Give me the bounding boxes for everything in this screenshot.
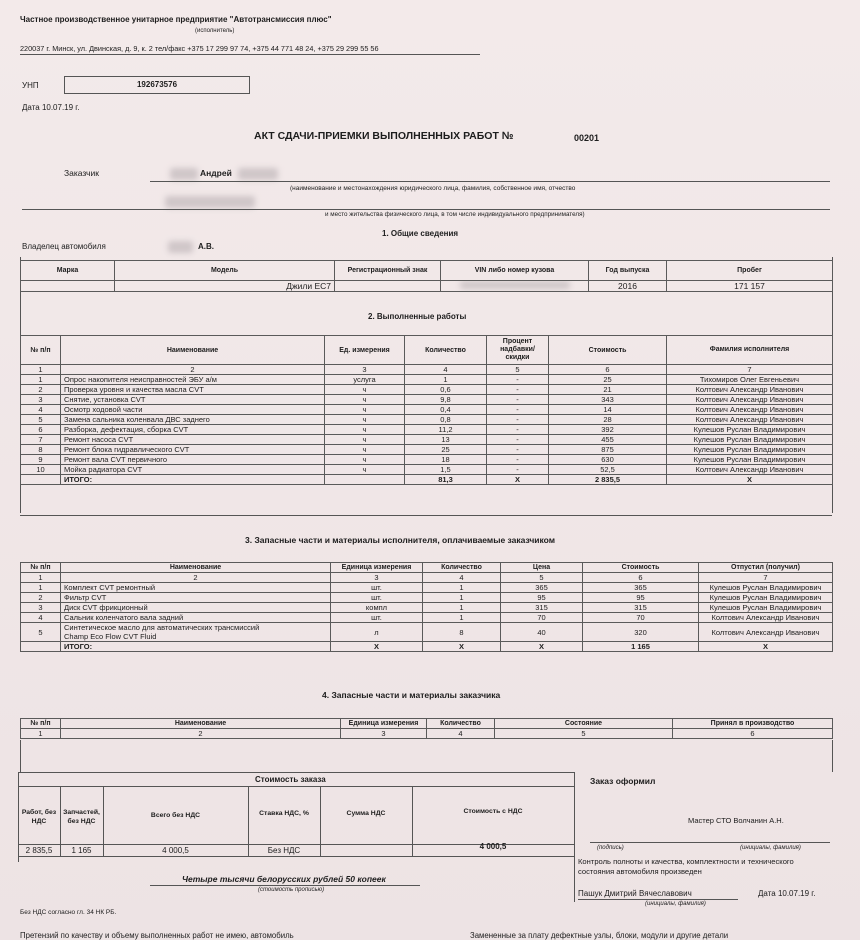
cell-released: Х (699, 642, 833, 652)
cell-num (21, 475, 61, 485)
cell-qty: 1 (423, 583, 501, 593)
cell-num: 3 (21, 395, 61, 405)
cell-unit: ч (325, 465, 405, 475)
cell-name: Ремонт вала CVT первичного (61, 455, 325, 465)
cost-top (18, 772, 574, 773)
works-total-row (21, 475, 833, 485)
cell-percent: - (487, 455, 549, 465)
cell-released: Колтович Александр Иванович (699, 613, 833, 623)
cell-unit: л (331, 623, 423, 642)
cell-num: 1 (21, 365, 61, 375)
cell-name: 2 (61, 573, 331, 583)
col-model: Модель (115, 261, 335, 281)
cost-v-parts: 1 165 (71, 846, 92, 855)
cell-unit: ч (325, 435, 405, 445)
header-date: Дата 10.07.19 г. (22, 103, 80, 112)
works-row (21, 445, 833, 455)
idx-3: 3 (341, 729, 427, 739)
cell-cost: 52,5 (549, 465, 667, 475)
cell-qty: 1 (405, 375, 487, 385)
works-row (21, 425, 833, 435)
address-underline (20, 54, 480, 55)
col-mileage: Пробег (667, 261, 833, 281)
cell-num: 9 (21, 455, 61, 465)
redacted-surname (170, 168, 198, 180)
cell-qty: 1 (423, 593, 501, 603)
redacted-patronymic (238, 168, 278, 180)
cell-name: ИТОГО: (61, 475, 325, 485)
cell-qty: 4 (405, 365, 487, 375)
cell-percent: - (487, 385, 549, 395)
cell-unit: шт. (331, 583, 423, 593)
col-unit: Ед. измерения (325, 336, 405, 365)
cell-unit: ч (325, 385, 405, 395)
col-qty: Количество (405, 336, 487, 365)
cell-executor: Кулешов Руслан Владимирович (667, 425, 833, 435)
col-num: № п/п (21, 719, 61, 729)
cell-cost: 14 (549, 405, 667, 415)
cell-cost: 28 (549, 415, 667, 425)
col-num: № п/п (21, 336, 61, 365)
cell-name (61, 623, 331, 642)
redacted-address (165, 196, 255, 208)
cost-v-works: 2 835,5 (25, 846, 53, 855)
sign-note: (подпись) (597, 845, 624, 851)
cell-reg (335, 281, 441, 292)
cell-qty: 13 (405, 435, 487, 445)
cell-cost: 455 (549, 435, 667, 445)
cell-unit: компл (331, 603, 423, 613)
cell-unit: ч (325, 405, 405, 415)
cell-qty: 18 (405, 455, 487, 465)
redacted-vin (460, 281, 570, 289)
cell-name-line-2: Champ Eco Flow CVT Fluid (64, 632, 157, 641)
cell-unit: ч (325, 415, 405, 425)
control-text: Контроль полноты и качества, комплектности и технического состояния автомобиля произведен (578, 857, 794, 876)
controller-line (578, 899, 738, 900)
cell-released: Кулешов Руслан Владимирович (699, 603, 833, 613)
cost-words-note: (стоимость прописью) (258, 887, 325, 893)
customer-note-1: (наименование и местонахождения юридического лица, фамилия, собственное имя, отчество (290, 185, 576, 192)
parts-row (21, 603, 833, 613)
cell-cost: 95 (583, 593, 699, 603)
cell-num: 5 (21, 415, 61, 425)
cell-qty: 0,8 (405, 415, 487, 425)
cell-qty: 4 (423, 573, 501, 583)
section2-title: 2. Выполненные работы (368, 312, 467, 321)
cell-percent: - (487, 435, 549, 445)
cell-num: 1 (21, 573, 61, 583)
cell-name: Сальник коленчатого вала задний (61, 613, 331, 623)
col-vin: VIN либо номер кузова (441, 261, 589, 281)
cell-percent: - (487, 425, 549, 435)
cost-right (574, 772, 575, 902)
col-cost: Стоимость (549, 336, 667, 365)
cell-num: 5 (21, 623, 61, 642)
section4-title: 4. Запасные части и материалы заказчика (322, 690, 501, 700)
parts-index-row (21, 573, 833, 583)
cell-year: 2016 (589, 281, 667, 292)
col-unit: Единица измерения (341, 719, 427, 729)
cell-executor: Колтович Александр Иванович (667, 385, 833, 395)
cell-unit: ч (325, 425, 405, 435)
idx-6: 6 (673, 729, 833, 739)
cell-executor: Тихомиров Олег Евгеньевич (667, 375, 833, 385)
col-reg: Регистрационный знак (335, 261, 441, 281)
cell-unit: услуга (325, 375, 405, 385)
cell-unit (325, 475, 405, 485)
cell-cost: 21 (549, 385, 667, 395)
cell-cost: 6 (549, 365, 667, 375)
cell-qty: Х (423, 642, 501, 652)
cell-executor: Кулешов Руслан Владимирович (667, 435, 833, 445)
cell-num: 1 (21, 375, 61, 385)
cell-cost: 343 (549, 395, 667, 405)
cell-price: 5 (501, 573, 583, 583)
col-qty: Количество (427, 719, 495, 729)
cell-cost: 70 (583, 613, 699, 623)
cell-released: Кулешов Руслан Владимирович (699, 593, 833, 603)
cell-executor: 7 (667, 365, 833, 375)
order-title: Заказ оформил (590, 776, 656, 786)
cell-name: Проверка уровня и качества масла CVT (61, 385, 325, 395)
cell-unit: ч (325, 445, 405, 455)
works-table (20, 335, 833, 485)
cost-h-vat-sum: Сумма НДС (346, 810, 386, 817)
cell-percent: - (487, 405, 549, 415)
cost-title-line (18, 786, 574, 787)
unp-label: УНП (22, 81, 39, 90)
document-title: АКТ СДАЧИ-ПРИЕМКИ ВЫПОЛНЕННЫХ РАБОТ № (254, 130, 514, 142)
cell-num: 10 (21, 465, 61, 475)
col-cost: Стоимость (583, 563, 699, 573)
cell-vin (441, 281, 589, 292)
idx-4: 4 (427, 729, 495, 739)
cell-qty: 9,8 (405, 395, 487, 405)
cell-price: 95 (501, 593, 583, 603)
col-name: Наименование (61, 563, 331, 573)
cell-name: Ремонт насоса CVT (61, 435, 325, 445)
cell-percent: - (487, 415, 549, 425)
cell-cost: 875 (549, 445, 667, 455)
works-row (21, 465, 833, 475)
cell-name: Снятие, установка CVT (61, 395, 325, 405)
section3-title: 3. Запасные части и материалы исполнителя, оплачиваемые заказчиком (245, 535, 556, 545)
cell-name: Диск CVT фрикционный (61, 603, 331, 613)
works-row (21, 435, 833, 445)
cost-h-with-vat: Стоимость с НДС (463, 808, 523, 815)
cell-num: 2 (21, 593, 61, 603)
parts-row (21, 623, 833, 642)
frame-left-2 (20, 740, 21, 772)
col-qty: Количество (423, 563, 501, 573)
cell-percent: Х (487, 475, 549, 485)
works-index-row (21, 365, 833, 375)
cell-num: 1 (21, 583, 61, 593)
cell-percent: - (487, 465, 549, 475)
cell-num: 3 (21, 603, 61, 613)
cell-unit: ч (325, 395, 405, 405)
cell-name: Комплект CVT ремонтный (61, 583, 331, 593)
cell-executor: Кулешов Руслан Владимирович (667, 455, 833, 465)
cost-words: Четыре тысячи белорусских рублей 50 копеек (182, 874, 386, 884)
cell-percent: - (487, 395, 549, 405)
cell-percent: - (487, 445, 549, 455)
cell-qty: 81,3 (405, 475, 487, 485)
cell-price: 365 (501, 583, 583, 593)
col-price: Цена (501, 563, 583, 573)
works-row (21, 395, 833, 405)
cell-name: Фильтр CVT (61, 593, 331, 603)
cost-v-vat-rate: Без НДС (267, 846, 301, 855)
section2-bottom (20, 515, 832, 516)
cell-name: Опрос накопителя неисправностей ЭБУ а/м (61, 375, 325, 385)
cost-h-parts: Запчастей, без НДС (63, 809, 100, 825)
cell-cost: 1 165 (583, 642, 699, 652)
customer-name: Андрей (200, 168, 232, 178)
parts-row (21, 593, 833, 603)
idx-1: 1 (21, 729, 61, 739)
executor-note: (исполнитель) (195, 28, 235, 34)
col-accepted: Принял в производство (673, 719, 833, 729)
cell-mileage: 171 157 (667, 281, 833, 292)
footer-left: Претензий по качеству и объему выполненных работ не имею, автомобиль (20, 931, 294, 940)
cell-cost: 2 835,5 (549, 475, 667, 485)
owner-label: Владелец автомобиля (22, 242, 106, 251)
customer-parts-table (20, 718, 833, 739)
cell-name-line-1: Синтетическое масло для автоматических трансмиссий (64, 623, 260, 632)
cell-num: 6 (21, 425, 61, 435)
col-percent: Процент надбавки/ скидки (487, 336, 549, 365)
cell-num: 2 (21, 385, 61, 395)
cell-qty: 1 (423, 603, 501, 613)
controller-name: Пашук Дмитрий Вячеславович (578, 889, 692, 898)
col-executor: Фамилия исполнителя (667, 336, 833, 365)
cell-num: 8 (21, 445, 61, 455)
cell-unit: Х (331, 642, 423, 652)
cell-price: 40 (501, 623, 583, 642)
cell-executor: Х (667, 475, 833, 485)
act-number: 00201 (574, 133, 600, 143)
cell-name: ИТОГО: (61, 642, 331, 652)
cell-name: Осмотр ходовой части (61, 405, 325, 415)
col-state: Состояние (495, 719, 673, 729)
cell-unit: шт. (331, 593, 423, 603)
col-name: Наименование (61, 336, 325, 365)
cost-h-total: Всего без НДС (150, 812, 201, 819)
parts-table (20, 562, 833, 652)
customer-underline (150, 181, 830, 182)
cell-released: Колтович Александр Иванович (699, 623, 833, 642)
cost-v-total: 4 000,5 (162, 846, 189, 855)
cell-qty: 25 (405, 445, 487, 455)
works-row (21, 405, 833, 415)
cell-num: 4 (21, 613, 61, 623)
cell-unit: ч (325, 455, 405, 465)
cost-h-vat-rate: Ставка НДС, % (259, 810, 309, 817)
col-released: Отпустил (получил) (699, 563, 833, 573)
cell-price: 70 (501, 613, 583, 623)
cost-title: Стоимость заказа (255, 775, 326, 784)
cell-cost: 6 (583, 573, 699, 583)
cell-cost: 315 (583, 603, 699, 613)
address-line (22, 209, 830, 210)
cell-cost: 25 (549, 375, 667, 385)
col-num: № п/п (21, 563, 61, 573)
initials-note: (инициалы, фамилия) (740, 845, 801, 851)
cell-name: Разборка, дефектация, сборка CVT (61, 425, 325, 435)
cost-div-4 (320, 786, 321, 856)
order-date: Дата 10.07.19 г. (758, 889, 816, 898)
cell-executor: Колтович Александр Иванович (667, 395, 833, 405)
customer-note-2: и место жительства физического лица, в том числе индивидуального предпринимателя) (325, 211, 585, 218)
cell-num: 4 (21, 405, 61, 415)
idx-2: 2 (61, 729, 341, 739)
vat-note: Без НДС согласно гл. 34 НК РБ. (20, 909, 117, 916)
master-sign-line (590, 842, 830, 843)
works-row (21, 415, 833, 425)
cell-qty: 0,6 (405, 385, 487, 395)
cost-h-works: Работ, без НДС (21, 809, 57, 825)
cell-unit: 3 (331, 573, 423, 583)
col-name: Наименование (61, 719, 341, 729)
col-brand: Марка (21, 261, 115, 281)
cell-qty: 1,5 (405, 465, 487, 475)
owner-name: А.В. (198, 242, 214, 251)
cell-brand (21, 281, 115, 292)
cell-model: Джили ЕС7 (115, 281, 335, 292)
cell-executor: Колтович Александр Иванович (667, 415, 833, 425)
cell-name: Ремонт блока гидравлического CVT (61, 445, 325, 455)
frame-right-2 (832, 740, 833, 772)
parts-total-row (21, 642, 833, 652)
cell-unit: шт. (331, 613, 423, 623)
cost-values-line (18, 856, 574, 857)
works-row (21, 385, 833, 395)
cell-name: Замена сальника коленвала ДВС заднего (61, 415, 325, 425)
customer-label: Заказчик (64, 168, 99, 178)
cell-qty: 8 (423, 623, 501, 642)
company-address: 220037 г. Минск, ул. Двинская, д. 9, к. 2 тел/факс +375 17 299 97 74, +375 44 771 48 24, +375 29 299 55 56 (20, 44, 379, 53)
cell-cost: 365 (583, 583, 699, 593)
cell-percent: - (487, 375, 549, 385)
unp-value: 192673576 (64, 76, 250, 94)
works-row (21, 455, 833, 465)
cell-percent: 5 (487, 365, 549, 375)
cell-released: 7 (699, 573, 833, 583)
cell-cost: 392 (549, 425, 667, 435)
cell-name: Мойка радиатора CVT (61, 465, 325, 475)
cell-num (21, 642, 61, 652)
col-year: Год выпуска (589, 261, 667, 281)
cell-unit: 3 (325, 365, 405, 375)
cell-qty: 0,4 (405, 405, 487, 415)
cell-price: Х (501, 642, 583, 652)
redacted-owner (168, 241, 193, 253)
cost-v-with-vat: 4 000,5 (479, 842, 507, 851)
initials-note-2: (инициалы, фамилия) (645, 901, 706, 907)
section1-table (20, 260, 833, 292)
section1-title: 1. Общие сведения (382, 229, 459, 238)
cell-cost: 320 (583, 623, 699, 642)
cell-executor: Кулешов Руслан Владимирович (667, 445, 833, 455)
parts-row (21, 613, 833, 623)
cell-num: 7 (21, 435, 61, 445)
works-row (21, 375, 833, 385)
cell-price: 315 (501, 603, 583, 613)
master-name: Мастер СТО Волчанин А.Н. (688, 816, 784, 825)
col-unit: Единица измерения (331, 563, 423, 573)
cell-name: 2 (61, 365, 325, 375)
cell-qty: 1 (423, 613, 501, 623)
cell-qty: 11,2 (405, 425, 487, 435)
idx-5: 5 (495, 729, 673, 739)
cost-words-line (150, 885, 420, 886)
parts-row (21, 583, 833, 593)
cell-executor: Колтович Александр Иванович (667, 405, 833, 415)
footer-right: Замененные за плату дефектные узлы, блоки, модули и другие детали (470, 931, 729, 940)
cell-released: Кулешов Руслан Владимирович (699, 583, 833, 593)
cell-executor: Колтович Александр Иванович (667, 465, 833, 475)
cell-cost: 630 (549, 455, 667, 465)
company-name: Частное производственное унитарное предприятие "Автотрансмиссия плюс" (20, 15, 332, 24)
